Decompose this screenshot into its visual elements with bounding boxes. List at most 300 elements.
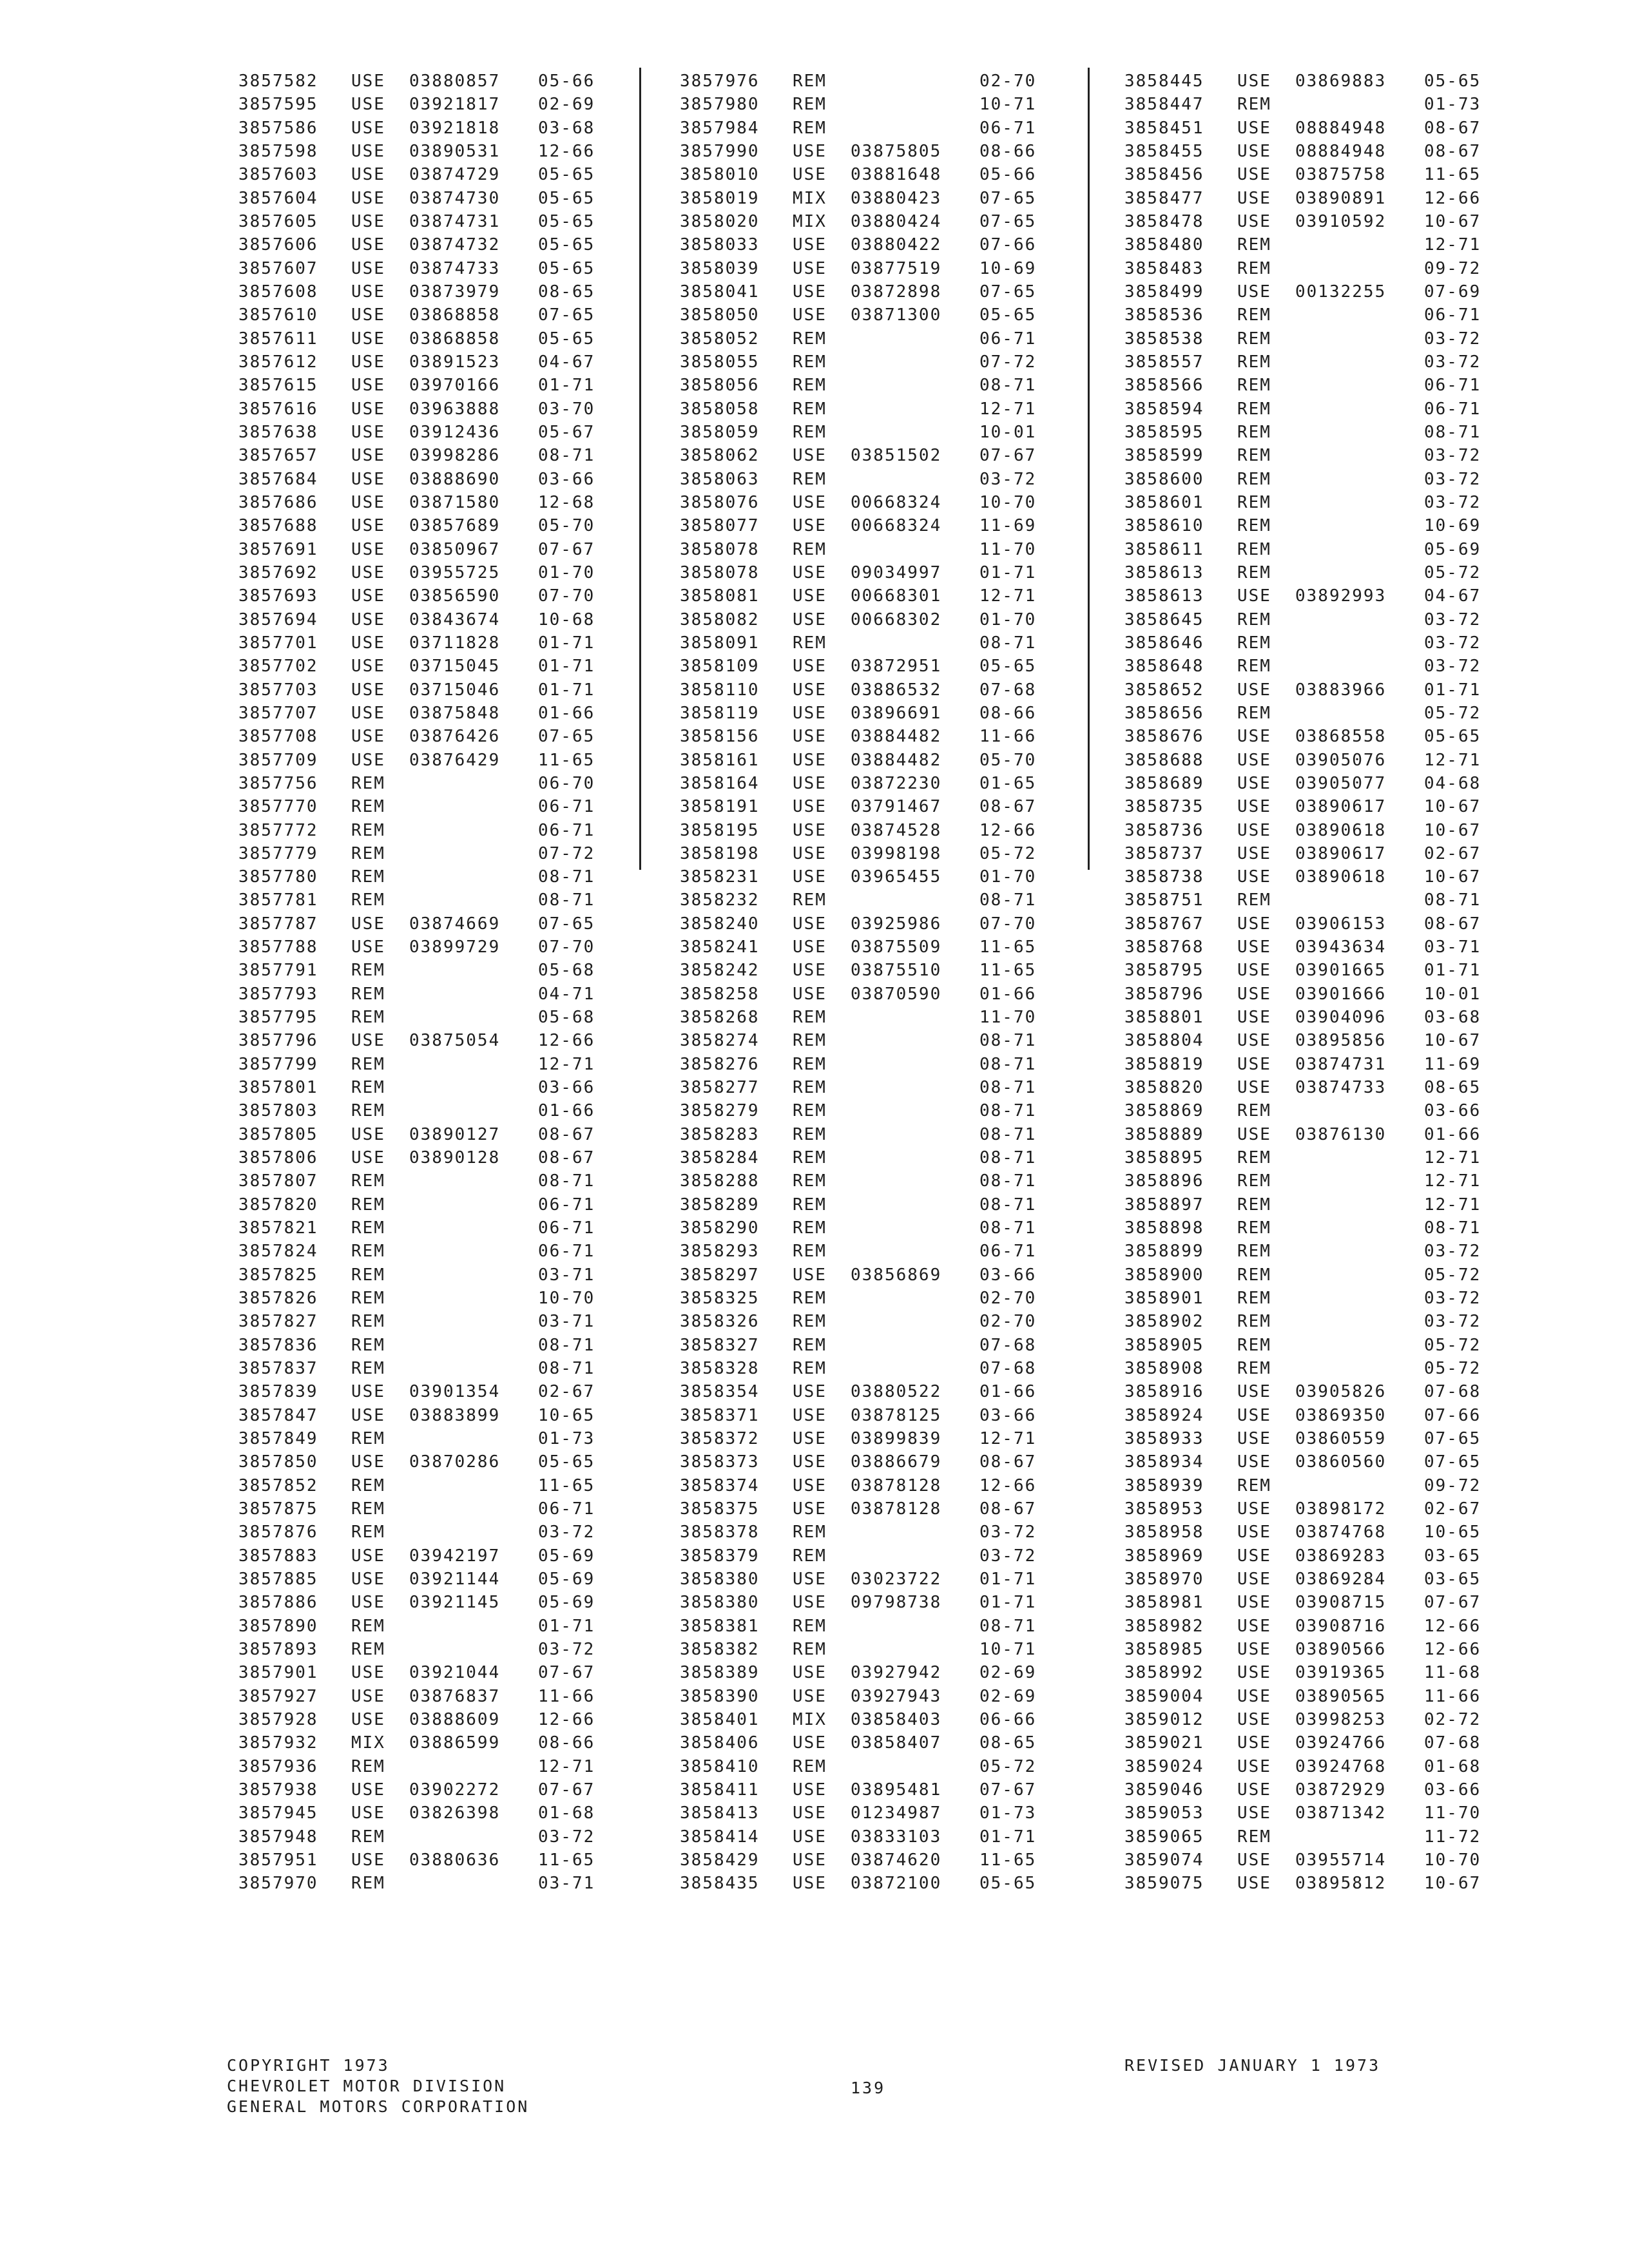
replacement-number: 03921044 xyxy=(409,1663,501,1683)
effective-date: 05-65 xyxy=(538,235,595,255)
effective-date: 12-66 xyxy=(538,141,595,161)
replacement-number: 03875805 xyxy=(851,141,942,161)
disposition-code: REM xyxy=(793,539,827,559)
disposition-code: USE xyxy=(351,610,385,629)
part-number: 3857936 xyxy=(238,1756,318,1776)
effective-date: 05-66 xyxy=(979,165,1037,185)
effective-date: 03-72 xyxy=(1424,352,1481,372)
part-number: 3858231 xyxy=(680,867,760,887)
replacement-number: 03878125 xyxy=(851,1405,942,1425)
replacement-number: 03875510 xyxy=(851,961,942,981)
effective-date: 03-66 xyxy=(538,1078,595,1098)
effective-date: 01-71 xyxy=(538,376,595,396)
part-number: 3857598 xyxy=(238,141,318,161)
replacement-number: 01234987 xyxy=(851,1803,942,1823)
effective-date: 05-65 xyxy=(538,329,595,349)
disposition-code: REM xyxy=(1237,258,1271,278)
part-number: 3858380 xyxy=(680,1593,760,1613)
effective-date: 07-68 xyxy=(979,1359,1037,1379)
disposition-code: USE xyxy=(793,797,827,817)
disposition-code: USE xyxy=(1237,843,1271,863)
disposition-code: USE xyxy=(1237,1593,1271,1613)
replacement-number: 03899839 xyxy=(851,1429,942,1449)
part-number: 3857608 xyxy=(238,282,318,302)
effective-date: 05-65 xyxy=(1424,727,1481,747)
effective-date: 08-71 xyxy=(979,1195,1037,1215)
replacement-number: 03905826 xyxy=(1295,1382,1387,1402)
disposition-code: REM xyxy=(351,984,385,1004)
replacement-number: 03875509 xyxy=(851,937,942,957)
disposition-code: USE xyxy=(351,446,385,466)
part-number: 3857612 xyxy=(238,352,318,372)
part-number: 3858290 xyxy=(680,1218,760,1238)
effective-date: 11-65 xyxy=(979,1850,1037,1870)
effective-date: 08-67 xyxy=(1424,141,1481,161)
part-number: 3859004 xyxy=(1124,1686,1204,1706)
part-number: 3857807 xyxy=(238,1171,318,1191)
effective-date: 11-65 xyxy=(538,1850,595,1870)
replacement-number: 03963888 xyxy=(409,399,501,419)
replacement-number: 03826398 xyxy=(409,1803,501,1823)
disposition-code: USE xyxy=(351,657,385,677)
part-number: 3857821 xyxy=(238,1218,318,1238)
effective-date: 04-67 xyxy=(1424,586,1481,606)
replacement-number: 03875758 xyxy=(1295,165,1387,185)
replacement-number: 03872951 xyxy=(851,657,942,677)
effective-date: 08-71 xyxy=(538,1171,595,1191)
replacement-number: 03895481 xyxy=(851,1780,942,1800)
effective-date: 01-73 xyxy=(979,1803,1037,1823)
effective-date: 10-71 xyxy=(979,95,1037,115)
effective-date: 07-67 xyxy=(538,1780,595,1800)
part-number: 3858063 xyxy=(680,469,760,489)
replacement-number: 09798738 xyxy=(851,1593,942,1613)
part-number: 3858258 xyxy=(680,984,760,1004)
disposition-code: REM xyxy=(351,1756,385,1776)
part-number: 3858279 xyxy=(680,1101,760,1121)
disposition-code: USE xyxy=(793,610,827,629)
replacement-number: 03715046 xyxy=(409,680,501,700)
effective-date: 03-72 xyxy=(979,469,1037,489)
replacement-number: 03890127 xyxy=(409,1124,501,1144)
part-number: 3857948 xyxy=(238,1827,318,1847)
part-number: 3858435 xyxy=(680,1874,760,1894)
effective-date: 07-65 xyxy=(538,914,595,934)
effective-date: 11-65 xyxy=(538,750,595,770)
replacement-number: 03871580 xyxy=(409,492,501,512)
part-number: 3858768 xyxy=(1124,937,1204,957)
disposition-code: REM xyxy=(351,1639,385,1659)
replacement-number: 03857689 xyxy=(409,516,501,536)
part-number: 3858078 xyxy=(680,562,760,582)
disposition-code: REM xyxy=(351,1499,385,1519)
disposition-code: USE xyxy=(793,1663,827,1683)
effective-date: 08-65 xyxy=(979,1733,1037,1753)
effective-date: 07-68 xyxy=(1424,1382,1481,1402)
effective-date: 08-71 xyxy=(1424,1218,1481,1238)
part-number: 3858455 xyxy=(1124,141,1204,161)
effective-date: 11-66 xyxy=(1424,1686,1481,1706)
effective-date: 05-72 xyxy=(1424,562,1481,582)
disposition-code: REM xyxy=(793,1218,827,1238)
replacement-number: 03883899 xyxy=(409,1405,501,1425)
part-number: 3858820 xyxy=(1124,1078,1204,1098)
disposition-code: USE xyxy=(793,727,827,747)
part-number: 3858119 xyxy=(680,703,760,723)
disposition-code: USE xyxy=(1237,188,1271,208)
effective-date: 02-69 xyxy=(538,95,595,115)
part-number: 3857951 xyxy=(238,1850,318,1870)
effective-date: 12-71 xyxy=(979,586,1037,606)
disposition-code: USE xyxy=(351,399,385,419)
disposition-code: USE xyxy=(793,1733,827,1753)
effective-date: 07-69 xyxy=(1424,282,1481,302)
disposition-code: USE xyxy=(351,282,385,302)
part-number: 3857779 xyxy=(238,843,318,863)
part-number: 3858058 xyxy=(680,399,760,419)
part-number: 3857932 xyxy=(238,1733,318,1753)
effective-date: 08-71 xyxy=(538,1335,595,1355)
effective-date: 12-71 xyxy=(979,399,1037,419)
part-number: 3859024 xyxy=(1124,1756,1204,1776)
part-number: 3858804 xyxy=(1124,1031,1204,1051)
effective-date: 12-71 xyxy=(1424,1171,1481,1191)
replacement-number: 03874731 xyxy=(1295,1054,1387,1074)
disposition-code: REM xyxy=(1237,329,1271,349)
part-number: 3857708 xyxy=(238,727,318,747)
replacement-number: 03899729 xyxy=(409,937,501,957)
replacement-number: 03833103 xyxy=(851,1827,942,1847)
effective-date: 07-65 xyxy=(979,211,1037,231)
effective-date: 05-69 xyxy=(538,1570,595,1589)
effective-date: 07-65 xyxy=(1424,1429,1481,1449)
part-number: 3857820 xyxy=(238,1195,318,1215)
part-number: 3858613 xyxy=(1124,586,1204,606)
part-number: 3858062 xyxy=(680,446,760,466)
part-number: 3857837 xyxy=(238,1359,318,1379)
replacement-number: 03850967 xyxy=(409,539,501,559)
part-number: 3858055 xyxy=(680,352,760,372)
effective-date: 08-71 xyxy=(538,867,595,887)
disposition-code: USE xyxy=(793,516,827,536)
effective-date: 08-65 xyxy=(538,282,595,302)
effective-date: 07-67 xyxy=(538,1663,595,1683)
part-number: 3857638 xyxy=(238,422,318,442)
part-number: 3859012 xyxy=(1124,1709,1204,1729)
replacement-number: 03881648 xyxy=(851,165,942,185)
part-number: 3858908 xyxy=(1124,1359,1204,1379)
effective-date: 02-70 xyxy=(979,72,1037,91)
disposition-code: REM xyxy=(1237,235,1271,255)
part-number: 3857772 xyxy=(238,820,318,840)
part-number: 3858381 xyxy=(680,1616,760,1636)
disposition-code: REM xyxy=(351,1359,385,1379)
replacement-number: 00668324 xyxy=(851,492,942,512)
disposition-code: USE xyxy=(1237,211,1271,231)
effective-date: 10-01 xyxy=(979,422,1037,442)
replacement-number: 03921144 xyxy=(409,1570,501,1589)
effective-date: 03-72 xyxy=(1424,657,1481,677)
effective-date: 10-69 xyxy=(1424,516,1481,536)
disposition-code: REM xyxy=(351,1312,385,1332)
replacement-number: 03877519 xyxy=(851,258,942,278)
effective-date: 12-66 xyxy=(1424,188,1481,208)
part-number: 3858327 xyxy=(680,1335,760,1355)
disposition-code: REM xyxy=(351,1289,385,1309)
part-number: 3857984 xyxy=(680,118,760,138)
disposition-code: USE xyxy=(793,1265,827,1285)
effective-date: 03-72 xyxy=(1424,469,1481,489)
replacement-number: 03884482 xyxy=(851,727,942,747)
disposition-code: USE xyxy=(351,422,385,442)
disposition-code: USE xyxy=(793,680,827,700)
part-number: 3857799 xyxy=(238,1054,318,1074)
replacement-number: 03891523 xyxy=(409,352,501,372)
part-number: 3858010 xyxy=(680,165,760,185)
replacement-number: 03890128 xyxy=(409,1148,501,1168)
part-number: 3858081 xyxy=(680,586,760,606)
replacement-number: 03869350 xyxy=(1295,1405,1387,1425)
part-number: 3857603 xyxy=(238,165,318,185)
effective-date: 04-67 xyxy=(538,352,595,372)
part-number: 3858483 xyxy=(1124,258,1204,278)
part-number: 3858451 xyxy=(1124,118,1204,138)
effective-date: 07-67 xyxy=(979,446,1037,466)
effective-date: 10-67 xyxy=(1424,797,1481,817)
effective-date: 05-72 xyxy=(1424,1335,1481,1355)
disposition-code: USE xyxy=(1237,1405,1271,1425)
effective-date: 03-71 xyxy=(538,1312,595,1332)
effective-date: 11-66 xyxy=(538,1686,595,1706)
effective-date: 03-72 xyxy=(1424,1312,1481,1332)
disposition-code: USE xyxy=(1237,282,1271,302)
part-number: 3858611 xyxy=(1124,539,1204,559)
effective-date: 07-67 xyxy=(979,1780,1037,1800)
effective-date: 01-70 xyxy=(538,562,595,582)
disposition-code: REM xyxy=(351,820,385,840)
replacement-number: 03927942 xyxy=(851,1663,942,1683)
disposition-code: REM xyxy=(1237,352,1271,372)
effective-date: 11-70 xyxy=(1424,1803,1481,1823)
part-number: 3857883 xyxy=(238,1546,318,1566)
part-number: 3857990 xyxy=(680,141,760,161)
disposition-code: REM xyxy=(1237,1242,1271,1262)
replacement-number: 03711828 xyxy=(409,633,501,653)
part-number: 3858656 xyxy=(1124,703,1204,723)
effective-date: 12-66 xyxy=(1424,1639,1481,1659)
part-number: 3858389 xyxy=(680,1663,760,1683)
part-number: 3858276 xyxy=(680,1054,760,1074)
disposition-code: REM xyxy=(1237,1289,1271,1309)
disposition-code: USE xyxy=(793,1405,827,1425)
part-number: 3858933 xyxy=(1124,1429,1204,1449)
disposition-code: USE xyxy=(1237,773,1271,793)
disposition-code: USE xyxy=(351,937,385,957)
replacement-number: 03901665 xyxy=(1295,961,1387,981)
part-number: 3858985 xyxy=(1124,1639,1204,1659)
part-number: 3858599 xyxy=(1124,446,1204,466)
disposition-code: USE xyxy=(351,727,385,747)
part-number: 3857692 xyxy=(238,562,318,582)
replacement-number: 03874620 xyxy=(851,1850,942,1870)
disposition-code: REM xyxy=(793,1335,827,1355)
effective-date: 01-71 xyxy=(979,562,1037,582)
part-number: 3857825 xyxy=(238,1265,318,1285)
effective-date: 08-71 xyxy=(538,890,595,910)
disposition-code: REM xyxy=(351,797,385,817)
disposition-code: USE xyxy=(793,141,827,161)
replacement-number: 03927943 xyxy=(851,1686,942,1706)
effective-date: 03-71 xyxy=(538,1874,595,1894)
effective-date: 01-71 xyxy=(979,1570,1037,1589)
effective-date: 11-69 xyxy=(1424,1054,1481,1074)
disposition-code: REM xyxy=(793,1031,827,1051)
effective-date: 03-72 xyxy=(1424,1242,1481,1262)
part-number: 3858326 xyxy=(680,1312,760,1332)
part-number: 3859021 xyxy=(1124,1733,1204,1753)
part-number: 3858161 xyxy=(680,750,760,770)
replacement-number: 03880522 xyxy=(851,1382,942,1402)
disposition-code: USE xyxy=(793,258,827,278)
effective-date: 06-71 xyxy=(538,1499,595,1519)
effective-date: 01-66 xyxy=(1424,1124,1481,1144)
effective-date: 07-70 xyxy=(538,937,595,957)
part-number: 3857606 xyxy=(238,235,318,255)
replacement-number: 03874733 xyxy=(1295,1078,1387,1098)
disposition-code: REM xyxy=(1237,1335,1271,1355)
replacement-number: 03874733 xyxy=(409,258,501,278)
part-number: 3858600 xyxy=(1124,469,1204,489)
copyright-notice: COPYRIGHT 1973 CHEVROLET MOTOR DIVISION GENERAL MOTORS CORPORATION xyxy=(227,2056,530,2116)
disposition-code: USE xyxy=(351,562,385,582)
disposition-code: REM xyxy=(1237,376,1271,396)
effective-date: 08-71 xyxy=(979,1616,1037,1636)
disposition-code: USE xyxy=(793,1499,827,1519)
replacement-number: 03921817 xyxy=(409,95,501,115)
replacement-number: 03856590 xyxy=(409,586,501,606)
effective-date: 05-72 xyxy=(1424,1265,1481,1285)
disposition-code: REM xyxy=(1237,399,1271,419)
part-number: 3858613 xyxy=(1124,562,1204,582)
disposition-code: USE xyxy=(351,329,385,349)
part-number: 3857796 xyxy=(238,1031,318,1051)
replacement-number: 03878128 xyxy=(851,1475,942,1495)
disposition-code: REM xyxy=(351,1171,385,1191)
column-divider xyxy=(1088,68,1090,870)
disposition-code: USE xyxy=(351,1780,385,1800)
effective-date: 10-67 xyxy=(1424,1031,1481,1051)
effective-date: 10-70 xyxy=(979,492,1037,512)
effective-date: 01-71 xyxy=(1424,680,1481,700)
disposition-code: REM xyxy=(351,890,385,910)
disposition-code: USE xyxy=(351,141,385,161)
effective-date: 03-72 xyxy=(1424,1289,1481,1309)
replacement-number: 03870590 xyxy=(851,984,942,1004)
disposition-code: USE xyxy=(351,1452,385,1472)
effective-date: 07-65 xyxy=(538,727,595,747)
replacement-number: 03890566 xyxy=(1295,1639,1387,1659)
replacement-number: 03921818 xyxy=(409,118,501,138)
replacement-number: 03955725 xyxy=(409,562,501,582)
effective-date: 06-71 xyxy=(538,1218,595,1238)
part-number: 3858297 xyxy=(680,1265,760,1285)
replacement-number: 03955714 xyxy=(1295,1850,1387,1870)
replacement-number: 03872100 xyxy=(851,1874,942,1894)
disposition-code: REM xyxy=(351,1195,385,1215)
disposition-code: REM xyxy=(793,399,827,419)
effective-date: 12-71 xyxy=(1424,235,1481,255)
disposition-code: REM xyxy=(793,1242,827,1262)
effective-date: 12-71 xyxy=(979,1429,1037,1449)
part-number: 3858689 xyxy=(1124,773,1204,793)
disposition-code: REM xyxy=(1237,1218,1271,1238)
part-number: 3858934 xyxy=(1124,1452,1204,1472)
replacement-number: 03851502 xyxy=(851,446,942,466)
disposition-code: USE xyxy=(793,1827,827,1847)
replacement-number: 08884948 xyxy=(1295,141,1387,161)
effective-date: 03-66 xyxy=(979,1265,1037,1285)
effective-date: 03-72 xyxy=(538,1639,595,1659)
part-number: 3858737 xyxy=(1124,843,1204,863)
disposition-code: USE xyxy=(793,235,827,255)
disposition-code: USE xyxy=(1237,1546,1271,1566)
disposition-code: USE xyxy=(1237,1756,1271,1776)
effective-date: 11-70 xyxy=(979,539,1037,559)
replacement-number: 03905076 xyxy=(1295,750,1387,770)
disposition-code: USE xyxy=(351,72,385,91)
effective-date: 05-69 xyxy=(538,1593,595,1613)
part-number: 3858901 xyxy=(1124,1289,1204,1309)
part-number: 3858413 xyxy=(680,1803,760,1823)
effective-date: 08-71 xyxy=(979,633,1037,653)
replacement-number: 03892993 xyxy=(1295,586,1387,606)
effective-date: 12-66 xyxy=(538,1031,595,1051)
effective-date: 02-69 xyxy=(979,1686,1037,1706)
disposition-code: REM xyxy=(793,1523,827,1542)
disposition-code: REM xyxy=(793,1171,827,1191)
replacement-number: 03890617 xyxy=(1295,843,1387,863)
effective-date: 05-65 xyxy=(979,1874,1037,1894)
disposition-code: REM xyxy=(1237,1265,1271,1285)
effective-date: 01-66 xyxy=(538,703,595,723)
part-number: 3857605 xyxy=(238,211,318,231)
part-number: 3857970 xyxy=(238,1874,318,1894)
disposition-code: USE xyxy=(351,680,385,700)
disposition-code: REM xyxy=(1237,633,1271,653)
effective-date: 10-67 xyxy=(1424,211,1481,231)
part-number: 3858735 xyxy=(1124,797,1204,817)
part-number: 3857707 xyxy=(238,703,318,723)
part-number: 3857826 xyxy=(238,1289,318,1309)
disposition-code: USE xyxy=(793,820,827,840)
effective-date: 08-71 xyxy=(979,376,1037,396)
part-number: 3858480 xyxy=(1124,235,1204,255)
disposition-code: USE xyxy=(793,1593,827,1613)
effective-date: 01-71 xyxy=(979,1593,1037,1613)
part-number: 3858414 xyxy=(680,1827,760,1847)
effective-date: 01-73 xyxy=(538,1429,595,1449)
part-number: 3857595 xyxy=(238,95,318,115)
effective-date: 03-70 xyxy=(538,399,595,419)
disposition-code: USE xyxy=(351,305,385,325)
part-number: 3858456 xyxy=(1124,165,1204,185)
part-number: 3857886 xyxy=(238,1593,318,1613)
replacement-number: 03921145 xyxy=(409,1593,501,1613)
part-number: 3858375 xyxy=(680,1499,760,1519)
disposition-code: REM xyxy=(793,1312,827,1332)
part-number: 3858898 xyxy=(1124,1218,1204,1238)
disposition-code: REM xyxy=(793,1359,827,1379)
